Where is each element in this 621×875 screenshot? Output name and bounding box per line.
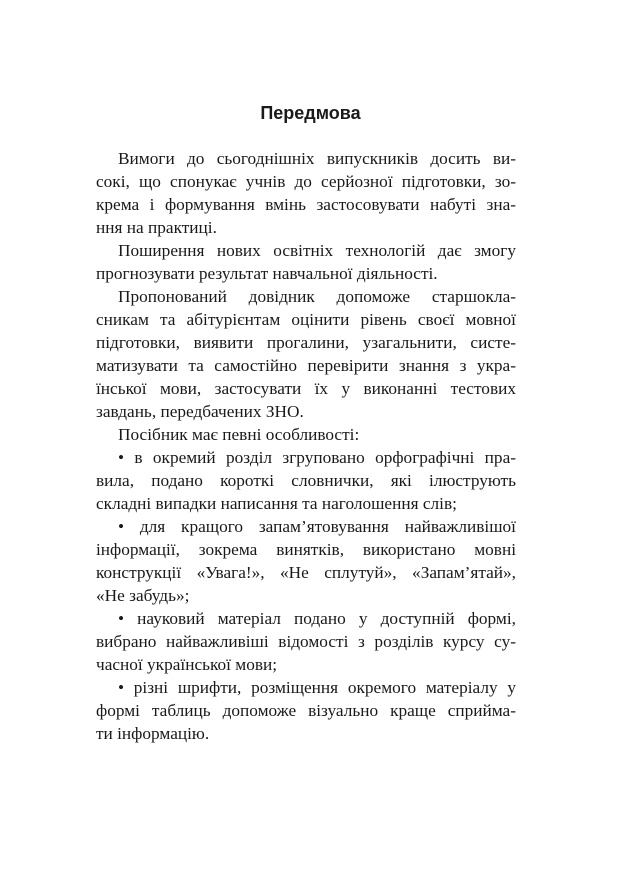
text-line: матизувати та самостійно перевірити знання з укра- <box>96 356 516 375</box>
text-line: Вимоги до сьогоднішніх випускників досить ви- <box>118 149 516 168</box>
text-line: сникам та абітурієнтам оцінити рівень своєї мовної <box>96 310 516 329</box>
text-line: часної української мови; <box>96 655 278 674</box>
text-line: крема і формування вмінь застосовувати набуті зна- <box>96 195 516 214</box>
text-line: завдань, передбачених ЗНО. <box>96 402 304 421</box>
text-line: сокі, що спонукає учнів до серйозної підготовки, зо- <box>96 172 516 191</box>
text-line: вибрано найважливіші відомості з розділів курсу су- <box>96 632 516 651</box>
page-title: Передмова <box>260 103 361 123</box>
text-line: конструкції «Увага!», «Не сплутуй», «Запам’ятай», <box>96 563 516 582</box>
text-line: ння на практиці. <box>96 218 217 237</box>
text-line: підготовки, виявити прогалини, узагальнити, систе- <box>96 333 516 352</box>
text-line: • в окремий розділ згруповано орфографічні пра- <box>118 448 516 467</box>
text-line: ти інформацію. <box>96 724 210 743</box>
text-line: • різні шрифти, розміщення окремого матеріалу у <box>118 678 516 697</box>
text-line: Посібник має певні особливості: <box>118 425 360 444</box>
text-line: Пропонований довідник допоможе старшокла- <box>118 287 516 306</box>
text-line: складні випадки написання та наголошення слів; <box>96 494 457 513</box>
text-line: «Не забудь»; <box>96 586 190 605</box>
text-line: їнської мови, застосувати їх у виконанні тестових <box>96 379 516 398</box>
text-line: • для кращого запам’ятовування найважливішої <box>118 517 516 536</box>
text-line: • науковий матеріал подано у доступній формі, <box>118 609 516 628</box>
text-line: Поширення нових освітніх технологій дає змогу <box>118 241 516 260</box>
text-line: вила, подано короткі словнички, які ілюструють <box>96 471 516 490</box>
body-text <box>96 147 516 745</box>
text-line: інформації, зокрема винятків, використано мовні <box>96 540 516 559</box>
text-line: прогнозувати результат навчальної діяльності. <box>96 264 438 283</box>
text-line: формі таблиць допоможе візуально краще сприйма- <box>96 701 516 720</box>
